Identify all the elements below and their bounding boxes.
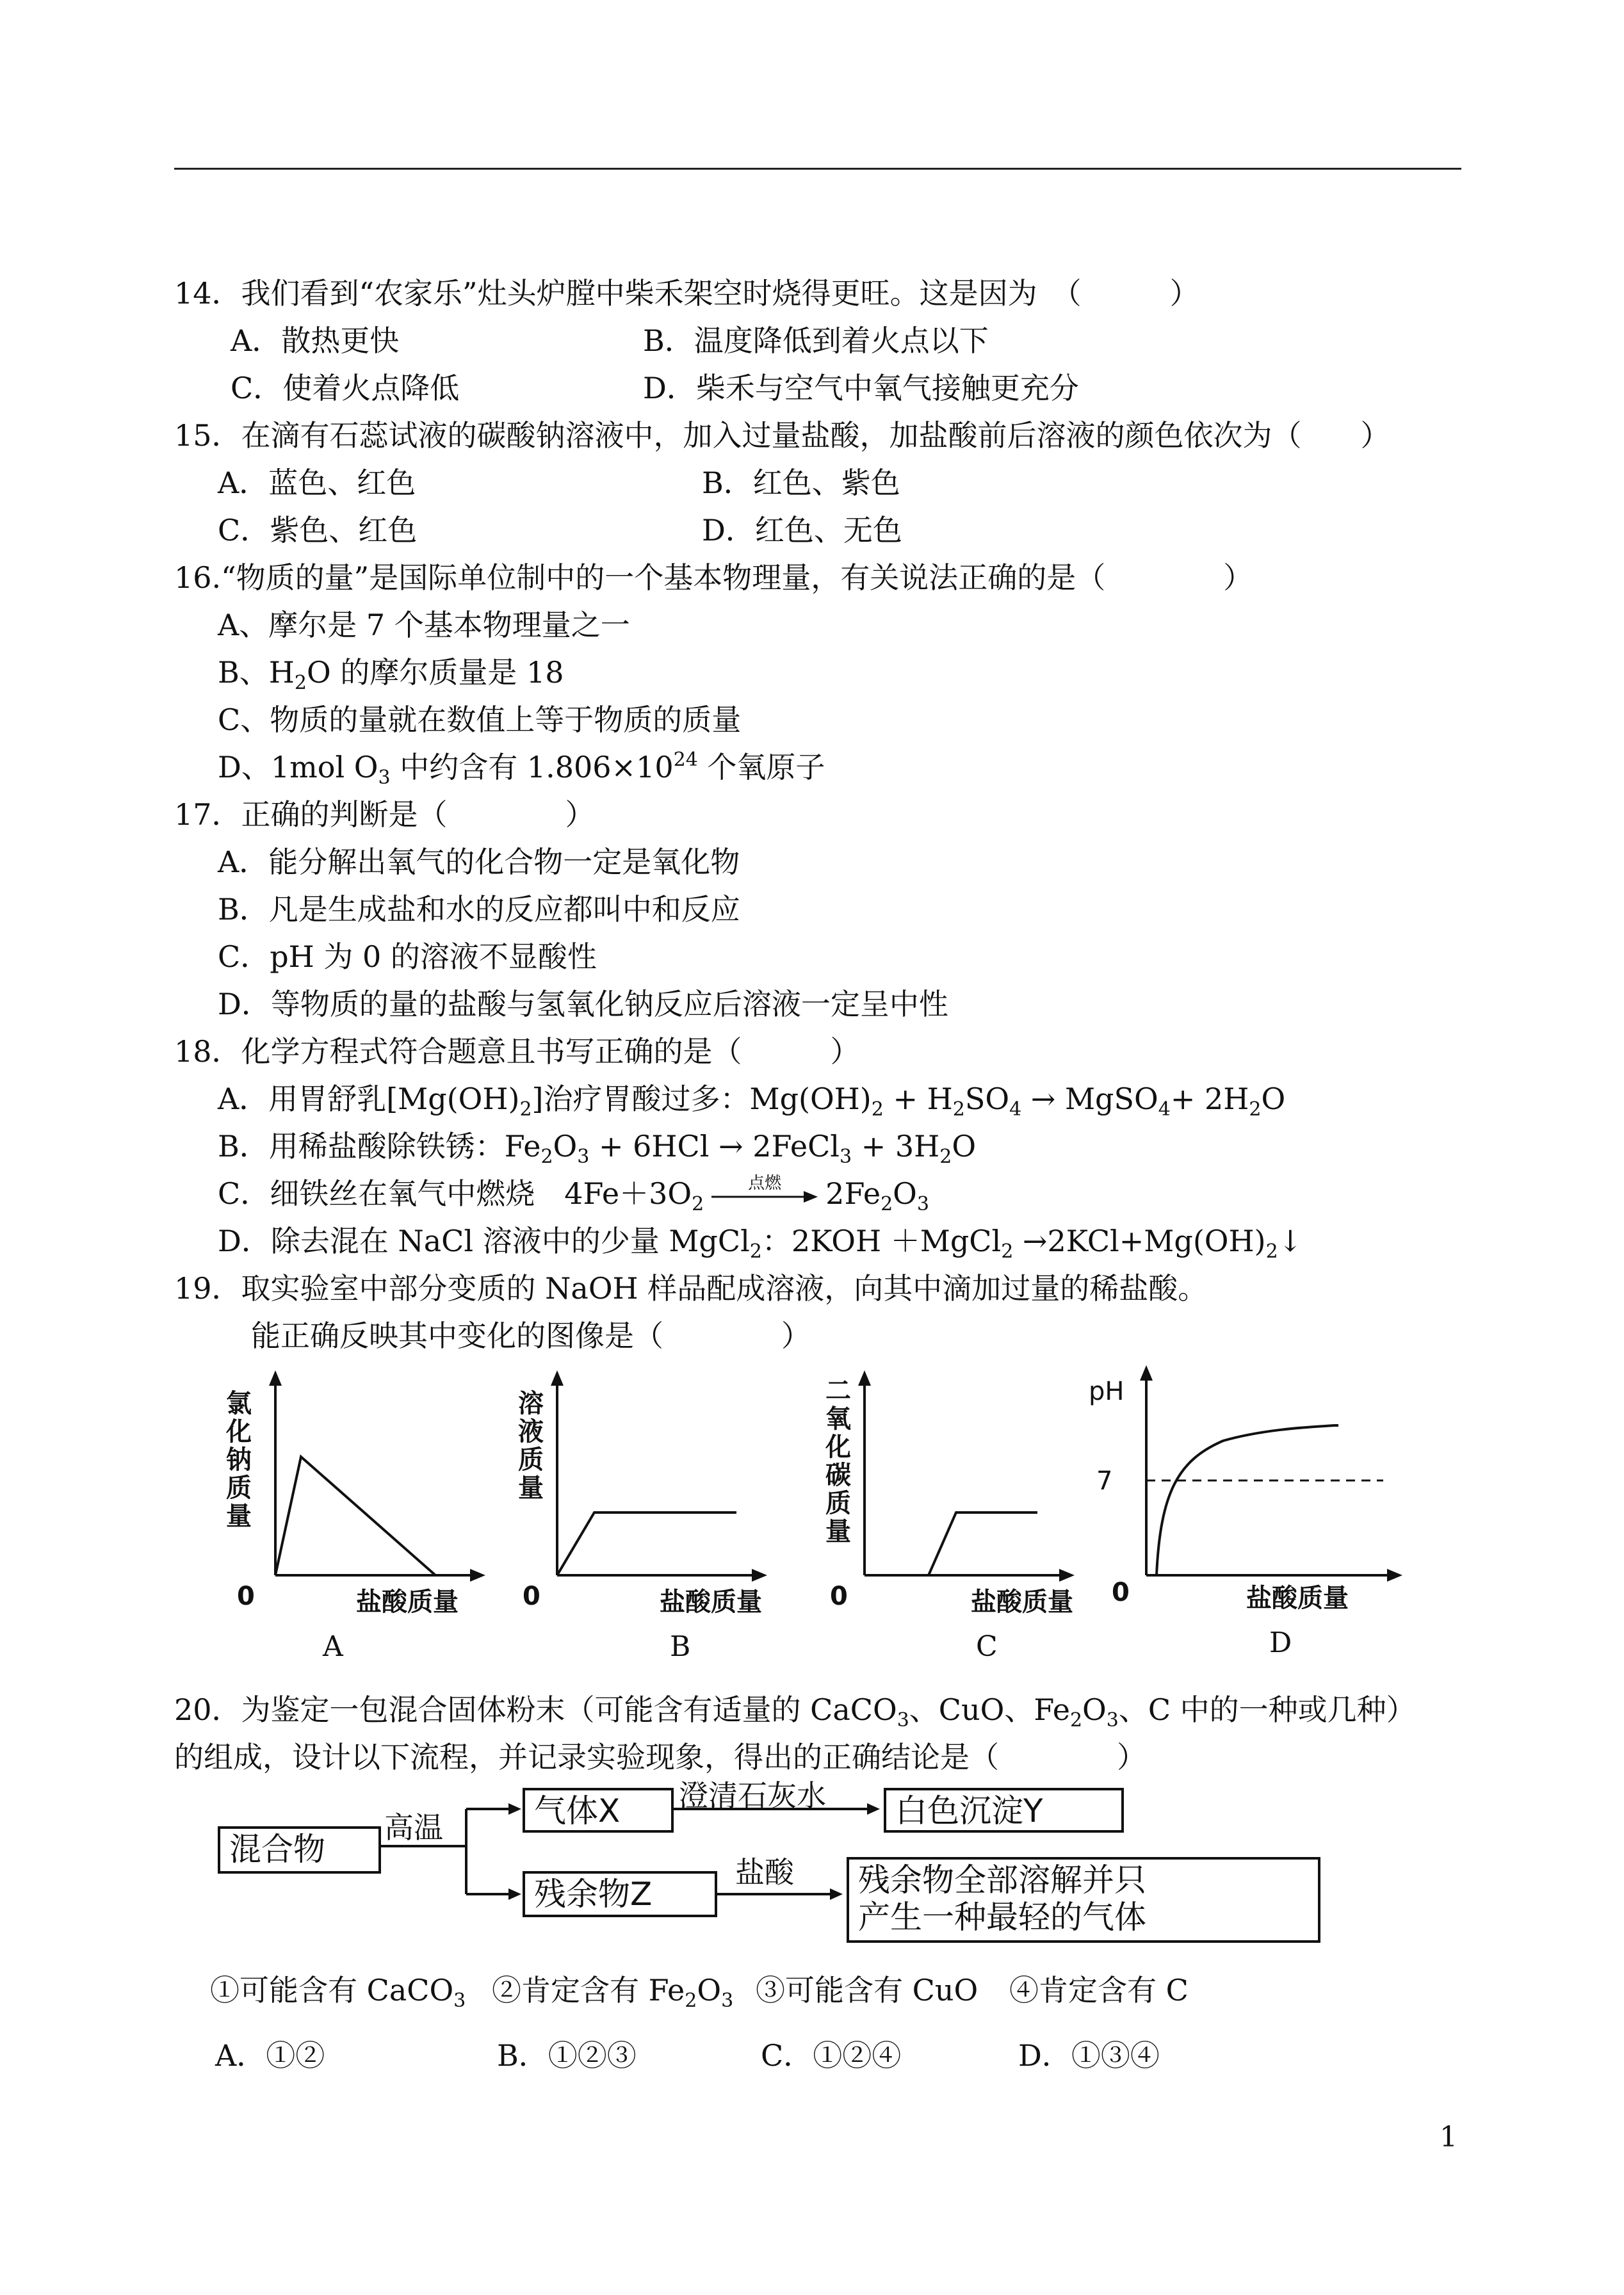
q20-statement-2: ②肯定含有 $Fe_2O_3$ — [492, 1973, 734, 2012]
q17-option-d: D．等物质的量的盐酸与氢氧化钠反应后溶液一定呈中性 — [218, 987, 948, 1021]
q16-option-a: A、摩尔是 7 个基本物理量之一 — [218, 608, 630, 642]
page-number: 1 — [1440, 2121, 1458, 2153]
flow-white-ppt-box: 白色沉淀Y — [884, 1788, 1124, 1833]
q17-option-c: C．pH 为 0 的溶液不显酸性 — [218, 939, 597, 974]
flow-result-line-1: 残余物全部溶解并只 — [858, 1861, 1146, 1899]
graph-b-xlabel: 盐酸质量 — [660, 1587, 762, 1617]
q16-option-c: C、物质的量就在数值上等于物质的质量 — [218, 702, 742, 737]
q15-option-c: C．紫色、红色 — [218, 513, 418, 547]
q14-option-a: A．散热更快 — [231, 323, 400, 358]
graph-a-origin: 0 — [237, 1582, 255, 1611]
q14-option-d: D．柴禾与空气中氧气接触更充分 — [643, 371, 1079, 405]
flow-result-box — [847, 1857, 1320, 1943]
graph-a-caption: A — [323, 1630, 343, 1663]
flow-hcl-label: 盐酸 — [735, 1855, 794, 1890]
q16-option-b: B、$H_2O$ 的摩尔质量是 18 — [218, 655, 564, 694]
q18-option-d: D．除去混在 NaCl 溶液中的少量 MgCl$_2$：2KOH ＋MgCl$_2$ $\to 2KCl+Mg(OH)_2↓$ — [218, 1224, 1303, 1263]
flow-residue-z-box: 残余物Z — [523, 1871, 717, 1917]
q18-option-a: A．用胃舒乳$[Mg(OH)_2]$治疗胃酸过多：$Mg(OH)_2 + H_2SO_4$ → MgSO$_4$+ $2H_2O$ — [218, 1082, 1286, 1121]
graph-d-plot — [1127, 1364, 1409, 1588]
reaction-arrow — [710, 1174, 819, 1209]
flow-high-temp-label: 高温 — [384, 1810, 443, 1845]
q17-stem: 17．正确的判断是（ ） — [174, 797, 595, 832]
q20-stem-2: 的组成，设计以下流程，并记录实验现象，得出的正确结论是（ ） — [174, 1740, 1146, 1774]
q17-option-a: A．能分解出氧气的化合物一定是氧化物 — [218, 845, 740, 879]
graph-a-xlabel: 盐酸质量 — [356, 1587, 459, 1617]
q15-option-b: B．红色、紫色 — [702, 466, 900, 500]
graph-b-caption: B — [670, 1630, 691, 1663]
q18-option-c: C．细铁丝在氧气中燃烧 $4Fe+3O_2$ 点燃 $2Fe_2O_3$ — [218, 1174, 929, 1213]
header-rule — [174, 168, 1461, 170]
graph-d-origin: 0 — [1112, 1578, 1130, 1607]
q20-option-d: D．①③④ — [1018, 2038, 1160, 2073]
q20-option-a: A．①② — [215, 2038, 325, 2073]
graph-b-origin: 0 — [523, 1582, 540, 1611]
q19-stem-1: 19．取实验室中部分变质的 NaOH 样品配成溶液，向其中滴加过量的稀盐酸。 — [174, 1271, 1208, 1306]
q16-stem: 16.“物质的量”是国际单位制中的一个基本物理量，有关说法正确的是（ ） — [174, 560, 1253, 595]
q15-option-a: A．蓝色、红色 — [218, 466, 416, 500]
graph-b-plot — [525, 1370, 768, 1588]
q20-statement-4: ④肯定含有 C — [1009, 1973, 1189, 2007]
graph-a-ylabel: 氯化钠质量 — [226, 1389, 252, 1531]
q16-option-d: D、1mol $O_3$ 中约含有 $1.806\times 10^{24}$ 个氧原子 — [218, 749, 825, 789]
graph-d-xlabel: 盐酸质量 — [1246, 1584, 1349, 1613]
graph-c-plot — [832, 1370, 1076, 1588]
q20-option-c: C．①②④ — [761, 2038, 902, 2073]
q14-stem: 14．我们看到“农家乐”灶头炉膛中柴禾架空时烧得更旺。这是因为 （ ） — [174, 276, 1199, 311]
q18-stem: 18．化学方程式符合题意且书写正确的是（ ） — [174, 1034, 860, 1069]
flow-gas-x-box: 气体X — [523, 1788, 674, 1833]
graph-c-origin: 0 — [830, 1582, 848, 1611]
q15-stem: 15．在滴有石蕊试液的碳酸钠溶液中，加入过量盐酸，加盐酸前后溶液的颜色依次为（ ） — [174, 418, 1390, 453]
graph-c-caption: C — [976, 1630, 998, 1663]
graph-c-ylabel: 二氧化碳质量 — [825, 1376, 851, 1546]
flow-lime-water-label: 澄清石灰水 — [679, 1778, 826, 1813]
flow-result-line-2: 产生一种最轻的气体 — [858, 1898, 1146, 1936]
arrow-icon — [710, 1187, 819, 1206]
q20-option-b: B．①②③ — [497, 2038, 637, 2073]
q19-stem-2: 能正确反映其中变化的图像是（ ） — [251, 1318, 811, 1353]
graph-c-xlabel: 盐酸质量 — [971, 1587, 1073, 1617]
q17-option-b: B．凡是生成盐和水的反应都叫中和反应 — [218, 892, 740, 927]
q20-statement-1: ①可能含有 CaCO$_3$ — [210, 1973, 466, 2012]
reaction-condition: 点燃 — [748, 1174, 782, 1193]
graph-d-ytick: 7 — [1096, 1466, 1113, 1496]
graph-d-ylabel: pH — [1089, 1377, 1125, 1406]
q20-stem-1: 20．为鉴定一包混合固体粉末（可能含有适量的 CaCO$_3$、CuO、$Fe_2O_3$、C 中的一种或几种） — [174, 1692, 1416, 1731]
q14-option-c: C．使着火点降低 — [231, 371, 460, 405]
graph-b-ylabel: 溶液质量 — [518, 1389, 544, 1503]
q18-option-b: B．用稀盐酸除铁锈：$Fe_2O_3 + 6HCl$ → 2FeCl$_3$ + $3H_2O$ — [218, 1129, 977, 1168]
graph-d-caption: D — [1269, 1626, 1292, 1659]
graph-a-plot — [243, 1370, 487, 1588]
q15-option-d: D．红色、无色 — [702, 513, 902, 547]
q20-statement-3: ③可能含有 CuO — [756, 1973, 978, 2007]
q14-option-b: B．温度降低到着火点以下 — [643, 323, 989, 358]
flow-mixture-box: 混合物 — [218, 1826, 381, 1874]
